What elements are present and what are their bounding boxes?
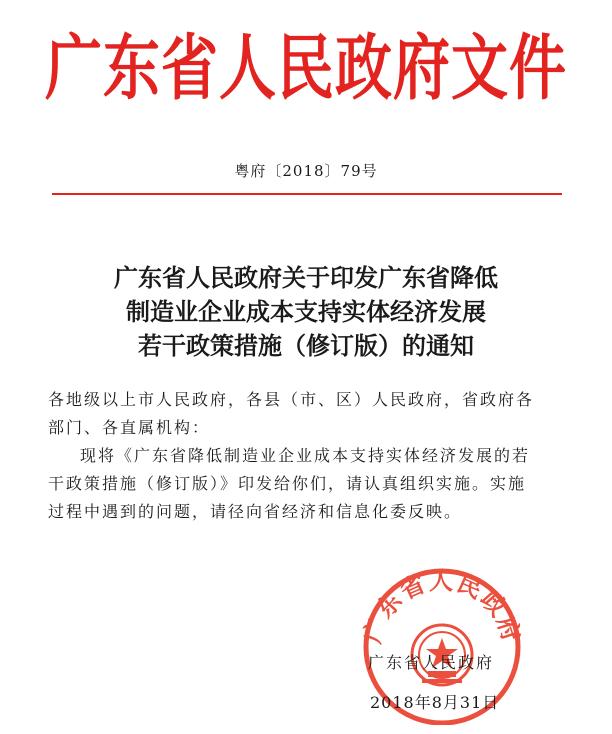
document-number: 粤府〔2018〕79号 xyxy=(234,162,378,180)
signing-authority: 广东省人民政府 xyxy=(368,653,495,672)
document-body xyxy=(48,386,558,526)
seal-arc-textpath: 广东省人民政府 xyxy=(358,567,526,647)
body-paragraph-line-3: 过程中遇到的问题，请径向省经济和信息化委反映。 xyxy=(48,502,463,521)
addressees-line-1: 各地级以上市人民政府，各县（市、区）人民政府，省政府各 xyxy=(48,390,535,409)
document-title xyxy=(0,261,612,363)
issue-date: 2018年8月31日 xyxy=(370,693,500,712)
addressees-line-2: 部门、各直属机构： xyxy=(48,418,211,437)
body-paragraph-line-1: 现将《广东省降低制造业企业成本支持实体经济发展的若 xyxy=(80,446,531,465)
title-line-3: 若干政策措施（修订版）的通知 xyxy=(138,332,474,360)
red-divider-rule xyxy=(52,193,562,195)
title-line-2: 制造业企业成本支持实体经济发展 xyxy=(126,298,486,326)
seal-arc-text xyxy=(358,567,526,646)
body-paragraph-line-2: 干政策措施（修订版）》印发给你们，请认真组织实施。实施 xyxy=(48,474,527,493)
document-masthead: 广东省人民政府文件 xyxy=(45,27,567,110)
title-line-1: 广东省人民政府关于印发广东省降低 xyxy=(114,264,498,292)
